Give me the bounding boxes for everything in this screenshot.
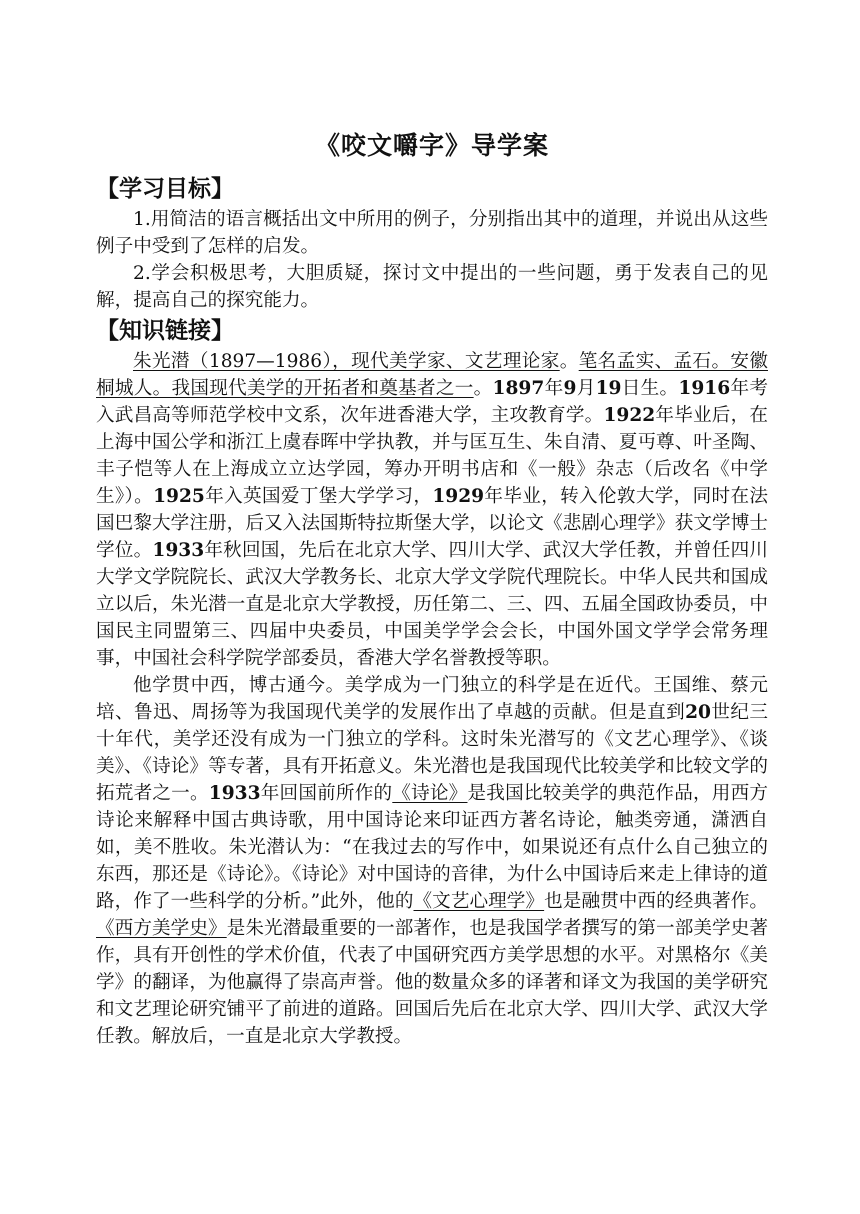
century-number: 20 <box>685 702 711 723</box>
text-span: 年秋回国，先后在北京大学、四川大学、武汉大学任教，并曾任四川大学文学院院长、武汉大学教务长、北京大学文学院代理院长。中华人民共和国成立以后，朱光潜一直是北京大学教授，历任第二、三、四、五届全国政协委员，中国民主同盟第三、四届中央委员，中国美学学会会长，中国外国文学学会常务理事，中国社会科学院学部委员，香港大学名誉教授等职。 <box>96 540 768 669</box>
text-span: 年 <box>544 378 564 399</box>
year-number: 1922 <box>603 405 656 426</box>
year-number: 1916 <box>678 378 731 399</box>
day-number: 19 <box>595 378 622 399</box>
year-number: 1925 <box>153 486 205 507</box>
knowledge-paragraph-1 <box>96 348 768 672</box>
knowledge-paragraph-2 <box>96 672 768 1050</box>
text-span: 是朱光潜最重要的一部著作，也是我国学者撰写的第一部美学史著作，具有开创性的学术价值，代表了中国研究西方美学思想的水平。对黑格尔《美学》的翻译，为他赢得了崇高声誉。他的数量众多的译著和译文为我国的美学研究和文艺理论研究铺平了前进的道路。回国后先后在北京大学、四川大学、武汉大学任教。解放后，一直是北京大学教授。 <box>96 918 768 1047</box>
author-intro-underlined: 朱光潜（1897—1986），现代美学家、文艺理论家 <box>133 351 560 372</box>
text-span: 年回国前所作的 <box>260 783 393 804</box>
text-span: 。 <box>473 378 493 399</box>
year-number: 1933 <box>152 540 205 561</box>
year-number: 1897 <box>492 378 545 399</box>
text-span: 年毕业后，在上海中国公学和浙江上虞春晖中学执教，并与匡互生、朱自清、夏丏尊、叶圣陶、丰子恺等人在上海成立立达学园，筹办开明书店和《一般》杂志（后改名《中学生》）。 <box>96 405 768 507</box>
text-span: 是我国比较美学的典范作品，用西方诗论来解释中国古典诗歌，用中国诗论来印证西方著名诗论，触类旁通，潇洒自如，美不胜收。朱光潜认为：“在我过去的写作中，如果说还有点什么自己独立的东西，那还是《诗论》。《诗论》对中国诗的音律，为什么中国诗后来走上律诗的道路，作了一些科学的分析。”此外，他的 <box>96 783 768 912</box>
year-number: 1929 <box>432 486 485 507</box>
book-title-xifang-meixueshi: 《西方美学史》 <box>96 918 227 939</box>
text-span: 年入英国爱丁堡大学学习， <box>204 486 433 507</box>
text-span: 。 <box>559 351 579 372</box>
objectives-heading: 【学习目标】 <box>96 175 234 202</box>
book-title-wenyi-xinlixue: 《文艺心理学》 <box>413 891 545 912</box>
text-span: 年考入武昌高等师范学校中文系，次年进香港大学，主攻教育学。 <box>96 378 768 426</box>
document-page <box>96 126 768 1050</box>
objective-item-1: 1.用简洁的语言概括出文中所用的例子，分别指出其中的道理，并说出从这些例子中受到了怎样的启发。 <box>96 209 768 257</box>
book-title-shilun: 《诗论》 <box>392 783 468 804</box>
text-span: 他学贯中西，博古通今。美学成为一门独立的科学是在近代。王国维、蔡元培、鲁迅、周扬等为我国现代美学的发展作出了卓越的贡献。但是直到 <box>96 675 768 723</box>
month-number: 9 <box>563 378 577 399</box>
text-span: 年毕业，转入伦敦大学，同时在法国巴黎大学注册，后又入法国斯特拉斯堡大学，以论文《悲剧心理学》获文学博士学位。 <box>96 486 768 561</box>
text-span: 月 <box>576 378 596 399</box>
pen-name-underlined: 笔名孟实、孟石。安徽桐城人。我国现代美学的开拓者和奠基者之一 <box>96 351 768 399</box>
page-title: 《咬文嚼字》导学案 <box>314 131 549 160</box>
text-span: 世纪三十年代，美学还没有成为一门独立的学科。这时朱光潜写的《文艺心理学》、《谈美》、《诗论》等专著，具有开拓意义。朱光潜也是我国现代比较美学和比较文学的拓荒者之一。 <box>96 702 768 804</box>
year-number: 1933 <box>208 783 261 804</box>
text-span: 日生。 <box>621 378 679 399</box>
knowledge-heading: 【知识链接】 <box>96 317 234 344</box>
text-span: 也是融贯中西的经典著作。 <box>544 891 768 912</box>
objective-item-2: 2.学会积极思考，大胆质疑，探讨文中提出的一些问题，勇于发表自己的见解，提高自己的探究能力。 <box>96 263 768 311</box>
